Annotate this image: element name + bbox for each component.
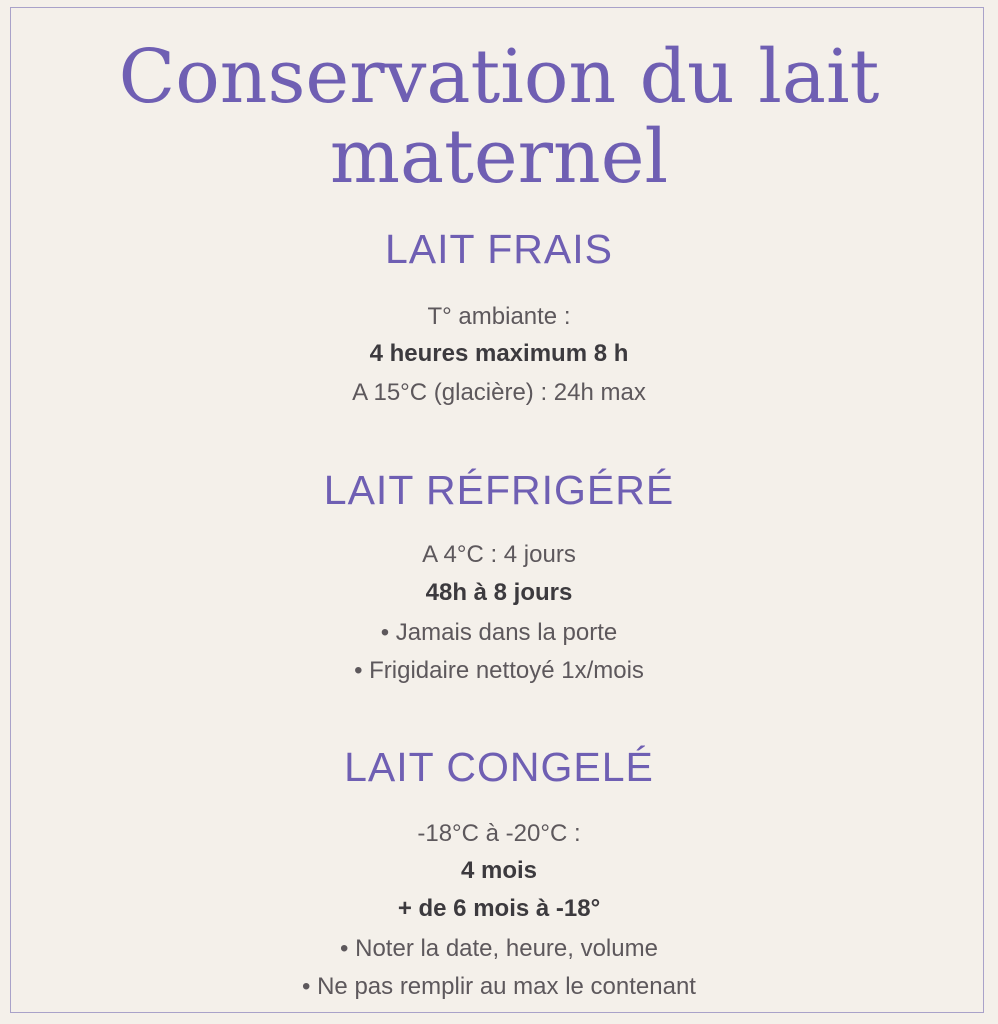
- lait-refrigere-line-3: • Jamais dans la porte: [380, 619, 618, 646]
- lait-refrigere-line-2: 48h à 8 jours: [425, 579, 573, 606]
- section-heading-lait-refrigere: LAIT RÉFRIGÉRÉ: [323, 467, 675, 513]
- lait-congele-line-1: -18°C à -20°C :: [417, 820, 581, 847]
- lait-frais-line-1: T° ambiante :: [427, 303, 571, 330]
- lait-refrigere-line-1: A 4°C : 4 jours: [422, 541, 576, 568]
- section-heading-lait-congele: LAIT CONGELÉ: [344, 744, 654, 790]
- lait-congele-line-3: + de 6 mois à -18°: [397, 895, 601, 922]
- lait-refrigere-line-4: • Frigidaire nettoyé 1x/mois: [354, 657, 644, 684]
- section-heading-lait-frais: LAIT FRAIS: [385, 226, 613, 272]
- page-title-line-1: Conservation du lait: [118, 34, 880, 120]
- lait-congele-line-2: 4 mois: [460, 857, 538, 884]
- lait-frais-line-3: A 15°C (glacière) : 24h max: [352, 379, 646, 406]
- lait-frais-line-2: 4 heures maximum 8 h: [369, 340, 629, 367]
- lait-congele-line-4: • Noter la date, heure, volume: [340, 935, 658, 962]
- page-title-line-2: maternel: [329, 114, 669, 200]
- lait-congele-line-5: • Ne pas remplir au max le contenant: [302, 973, 696, 1000]
